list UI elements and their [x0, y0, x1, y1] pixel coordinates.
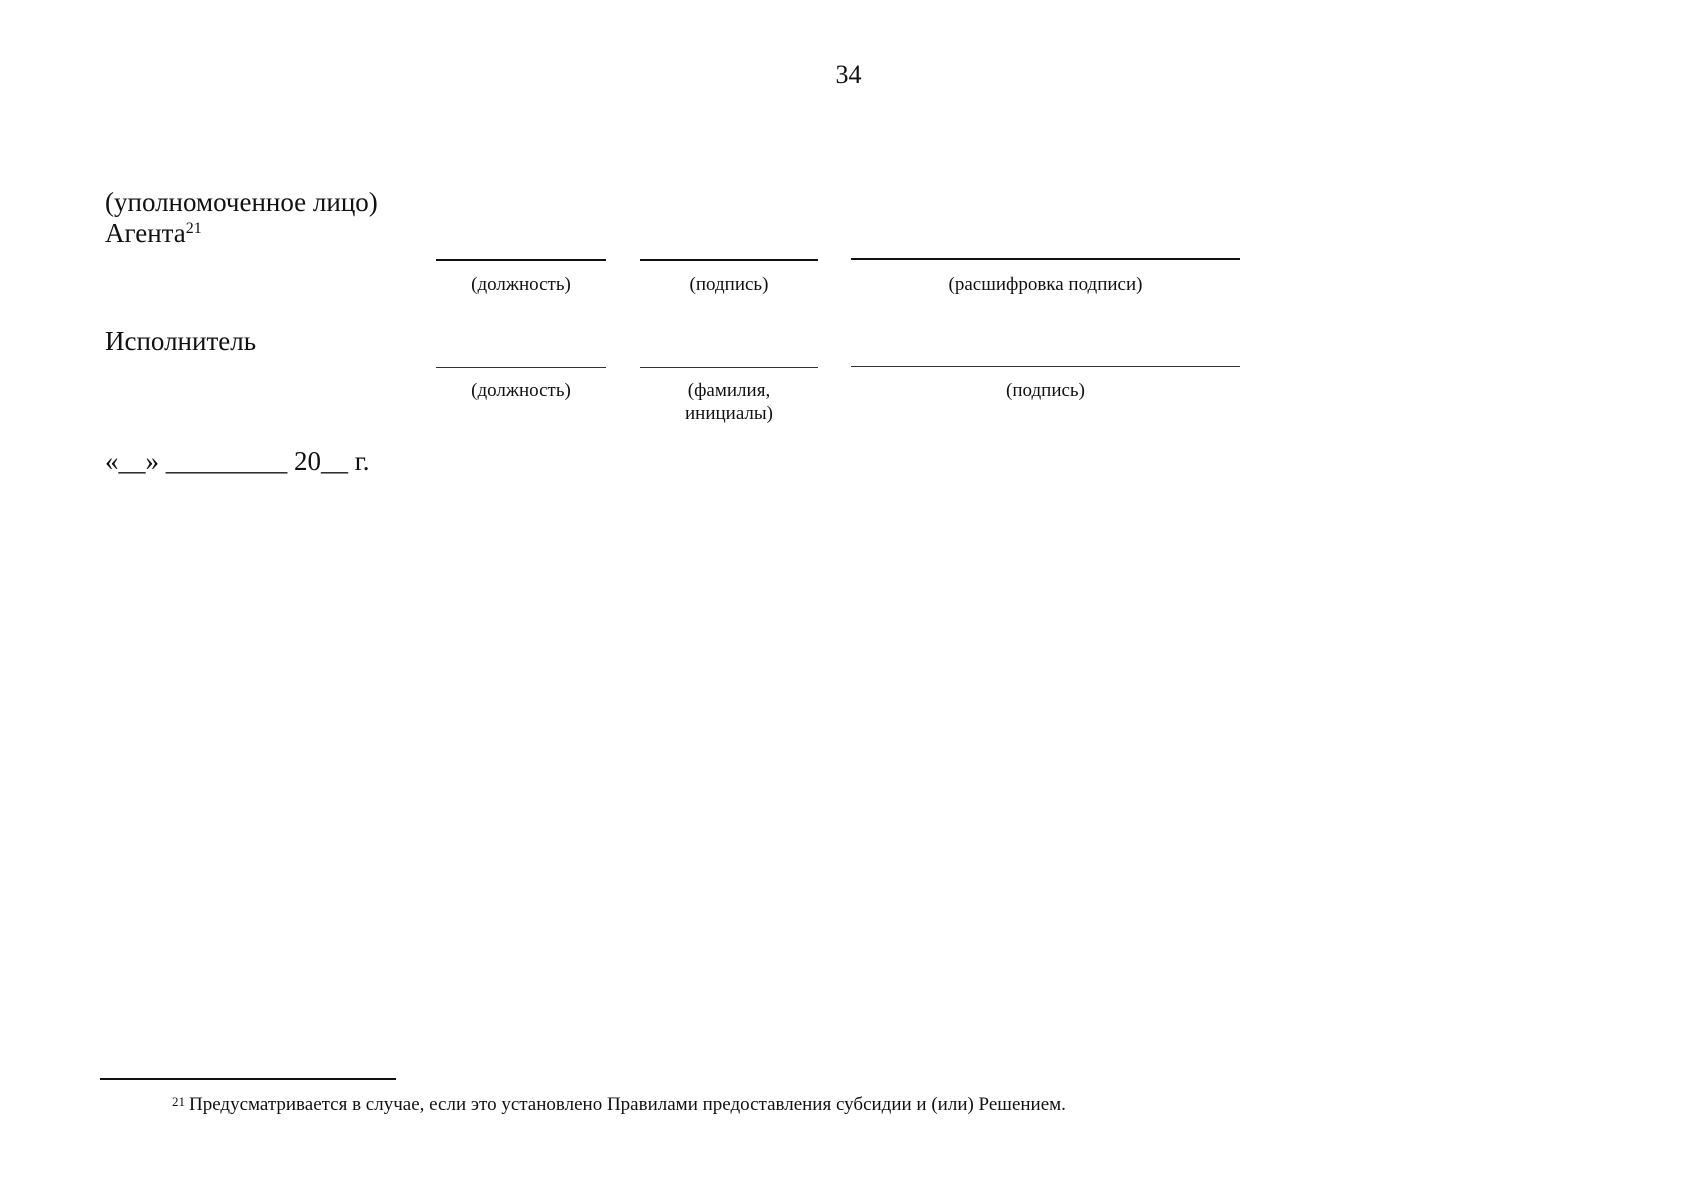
executor-label: Исполнитель	[105, 326, 257, 356]
executor-name-line	[640, 367, 818, 368]
agent-label-text: Агента	[105, 218, 186, 248]
executor-position-caption: (должность)	[471, 380, 571, 401]
footnote	[172, 1094, 1066, 1116]
agent-decryption-line	[851, 258, 1240, 260]
footnote-number: 21	[172, 1094, 185, 1109]
agent-signature-line	[640, 259, 818, 261]
agent-signature-caption: (подпись)	[689, 274, 769, 295]
executor-position-line	[436, 367, 606, 368]
page-number: 34	[835, 60, 862, 89]
agent-position-caption: (должность)	[471, 274, 571, 295]
agent-position-line	[436, 259, 606, 261]
date-line: «__» _________ 20__ г.	[105, 446, 370, 476]
executor-signature-line	[851, 366, 1240, 367]
footnote-text: Предусматривается в случае, если это установлено Правилами предоставления субсидии и (или) Решением.	[189, 1094, 1066, 1115]
agent-footnote-ref: 21	[185, 220, 202, 237]
executor-signature-caption: (подпись)	[1006, 380, 1085, 401]
agent-label-line1: (уполномоченное лицо)	[105, 187, 378, 217]
agent-decryption-caption: (расшифровка подписи)	[948, 274, 1143, 295]
executor-name-caption-line2: инициалы)	[684, 403, 773, 424]
footnote-separator	[100, 1078, 396, 1080]
agent-label-line2	[105, 218, 202, 248]
executor-name-caption-line1: (фамилия,	[687, 380, 771, 401]
